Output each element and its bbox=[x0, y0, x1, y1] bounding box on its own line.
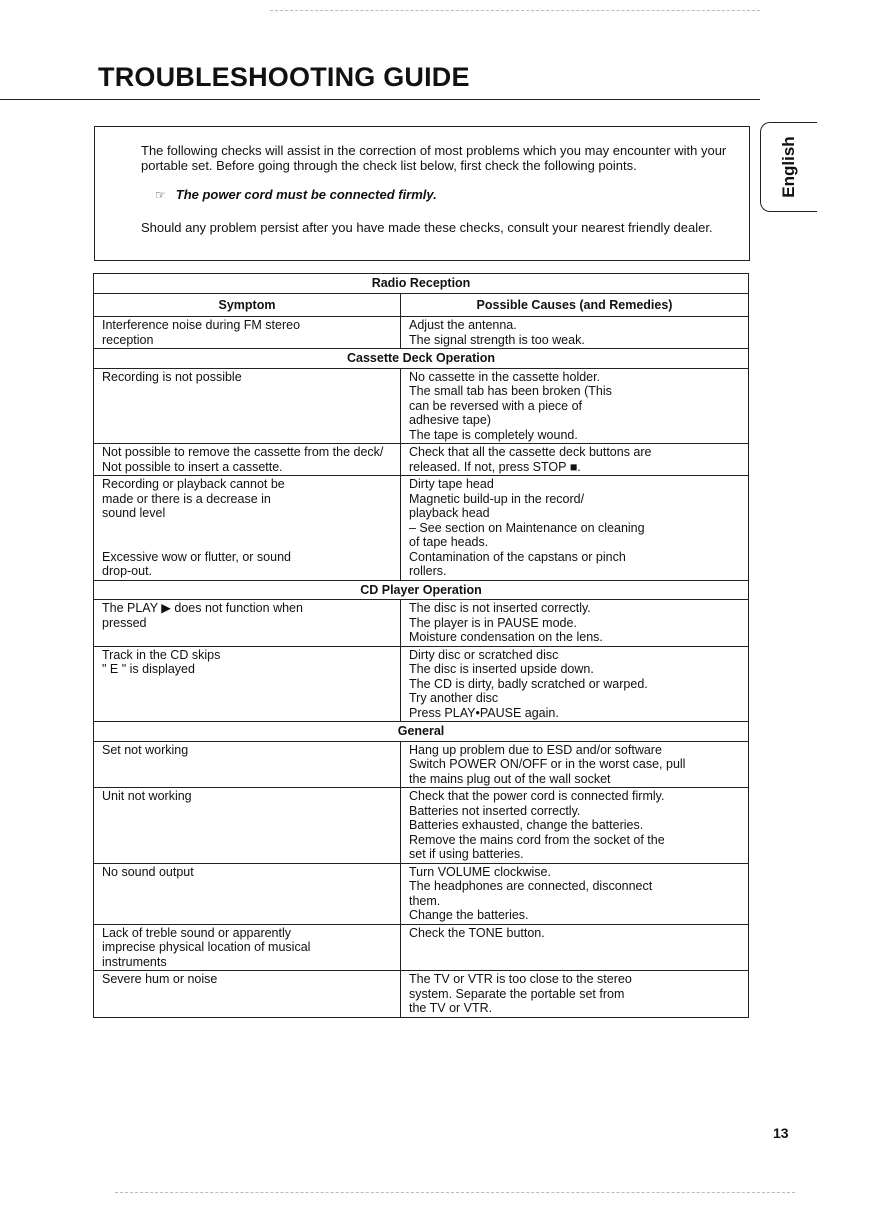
symptom-cell: Recording or playback cannot be made or there is a decrease in sound level Excessive wow or flutter, or sound drop-out. bbox=[94, 476, 401, 581]
intro-paragraph-1: The following checks will assist in the correction of most problems which you may encounter with your portable set. Before going through the check list below, first check the following points. bbox=[141, 143, 727, 173]
causes-header: Possible Causes (and Remedies) bbox=[401, 293, 749, 317]
symptom-cell: Track in the CD skips " E " is displayed bbox=[94, 646, 401, 722]
symptom-cell: Severe hum or noise bbox=[94, 971, 401, 1018]
intro-note bbox=[155, 187, 745, 203]
intro-box bbox=[94, 126, 750, 261]
title-rule bbox=[0, 99, 760, 100]
causes-cell: Check that the power cord is connected firmly. Batteries not inserted correctly. Batteries exhausted, change the batteries. Remove the mains cord from the socket of the set if using batteries. bbox=[401, 788, 749, 864]
symptom-cell: Not possible to remove the cassette from the deck/ Not possible to insert a cassette. bbox=[94, 444, 401, 476]
section-title: Cassette Deck Operation bbox=[94, 349, 749, 369]
causes-cell: Dirty tape head Magnetic build-up in the record/ playback head – See section on Maintenance on cleaning of tape heads. Contamination of the capstans or pinch rollers. bbox=[401, 476, 749, 581]
table-row bbox=[94, 600, 749, 647]
causes-cell: No cassette in the cassette holder. The small tab has been broken (This can be reversed with a piece of adhesive tape) The tape is completely wound. bbox=[401, 368, 749, 444]
table-row bbox=[94, 368, 749, 444]
symptom-cell: No sound output bbox=[94, 863, 401, 924]
troubleshooting-table bbox=[93, 273, 749, 1018]
symptom-cell: Interference noise during FM stereo reception bbox=[94, 317, 401, 349]
section-row bbox=[94, 349, 749, 369]
page-title: TROUBLESHOOTING GUIDE bbox=[98, 62, 470, 92]
scan-noise-top bbox=[270, 10, 760, 11]
table-row bbox=[94, 741, 749, 788]
section-row bbox=[94, 274, 749, 294]
language-tab-label: English bbox=[779, 136, 798, 198]
symptom-cell: Lack of treble sound or apparently imprecise physical location of musical instruments bbox=[94, 924, 401, 971]
intro-note-text: The power cord must be connected firmly. bbox=[175, 187, 437, 202]
symptom-header: Symptom bbox=[94, 293, 401, 317]
table-row bbox=[94, 476, 749, 581]
pointing-hand-icon: ☞ bbox=[155, 188, 166, 202]
table-row bbox=[94, 317, 749, 349]
table-row bbox=[94, 646, 749, 722]
section-title: Radio Reception bbox=[94, 274, 749, 294]
intro-paragraph-2: Should any problem persist after you have made these checks, consult your nearest friendly dealer. bbox=[141, 220, 713, 235]
causes-cell: Check that all the cassette deck buttons are released. If not, press STOP ■. bbox=[401, 444, 749, 476]
causes-cell: The TV or VTR is too close to the stereo system. Separate the portable set from the TV or VTR. bbox=[401, 971, 749, 1018]
table-row bbox=[94, 924, 749, 971]
table-row bbox=[94, 971, 749, 1018]
section-title: General bbox=[94, 722, 749, 742]
table-row bbox=[94, 444, 749, 476]
causes-cell: The disc is not inserted correctly. The player is in PAUSE mode. Moisture condensation on the lens. bbox=[401, 600, 749, 647]
page-number: 13 bbox=[773, 1125, 789, 1141]
section-row bbox=[94, 722, 749, 742]
symptom-cell: Recording is not possible bbox=[94, 368, 401, 444]
causes-cell: Turn VOLUME clockwise. The headphones are connected, disconnect them. Change the batteries. bbox=[401, 863, 749, 924]
troubleshooting-table-body bbox=[94, 274, 749, 1018]
causes-cell: Check the TONE button. bbox=[401, 924, 749, 971]
section-title: CD Player Operation bbox=[94, 580, 749, 600]
table-header-row bbox=[94, 293, 749, 317]
symptom-cell: Unit not working bbox=[94, 788, 401, 864]
section-row bbox=[94, 580, 749, 600]
table-row bbox=[94, 863, 749, 924]
causes-cell: Dirty disc or scratched disc The disc is inserted upside down. The CD is dirty, badly scratched or warped. Try another disc Press PLAY•PAUSE again. bbox=[401, 646, 749, 722]
language-tab bbox=[760, 122, 817, 212]
causes-cell: Adjust the antenna. The signal strength is too weak. bbox=[401, 317, 749, 349]
causes-cell: Hang up problem due to ESD and/or software Switch POWER ON/OFF or in the worst case, pull the mains plug out of the wall socket bbox=[401, 741, 749, 788]
symptom-cell: Set not working bbox=[94, 741, 401, 788]
table-row bbox=[94, 788, 749, 864]
symptom-cell: The PLAY ▶ does not function when pressed bbox=[94, 600, 401, 647]
scan-noise-bottom bbox=[115, 1192, 795, 1193]
